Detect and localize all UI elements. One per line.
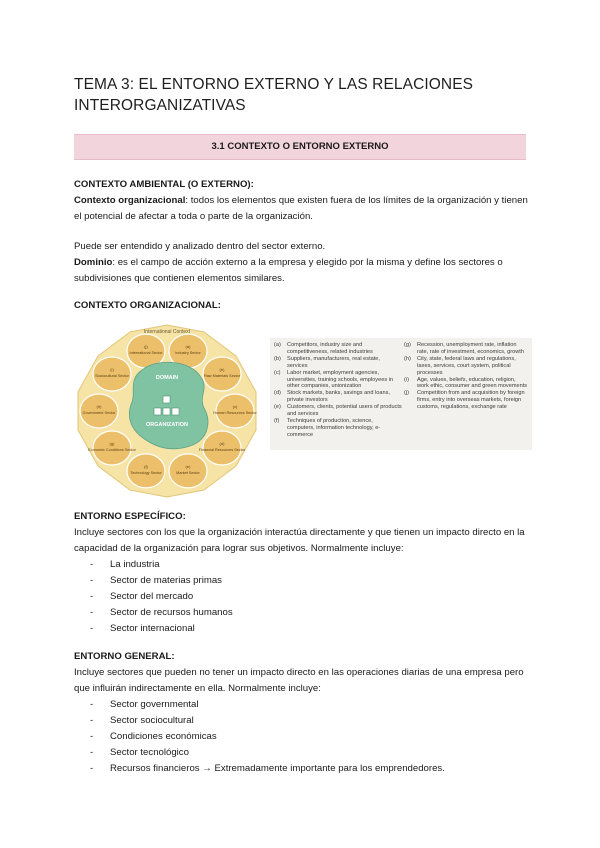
legend-row (404, 390, 528, 411)
definition-text: : todos los elementos que existen fuera de los límites de la organización y tienen el potencial de afectar a toda o parte de la organización. (74, 195, 528, 222)
definition-dominio-text: : es el campo de acción externo a la empresa y elegido por la misma y define los sectores o subdivisiones que contienen elementos similares. (74, 257, 503, 284)
legend-row (274, 404, 402, 418)
legend-row (274, 356, 402, 370)
legend-key: (e) (274, 404, 281, 411)
heading-entorno-especifico: ENTORNO ESPECÍFICO: (74, 511, 186, 522)
legend-column-right (404, 342, 528, 411)
page-title: TEMA 3: EL ENTORNO EXTERNO Y LAS RELACIONES INTERORGANIZATIVAS (74, 76, 474, 114)
legend-key: (i) (404, 376, 409, 383)
list-item-text: Recursos financieros → Extremadamente importante para los emprendedores. (110, 763, 445, 774)
list-item (74, 697, 445, 713)
legend-key: (d) (274, 390, 281, 397)
list-entorno-general (74, 697, 445, 777)
list-item-text: La industria (110, 559, 160, 570)
list-item (74, 761, 445, 777)
sector-key: (h) (96, 404, 102, 409)
list-item (74, 557, 233, 573)
dash-bullet: - (90, 623, 94, 634)
legend-key: (a) (274, 342, 281, 348)
sector-key: (b) (219, 367, 225, 372)
dash-bullet: - (90, 715, 94, 726)
sector-name: Technology Sector (130, 470, 162, 475)
legend-text: Stock markets, banks, savings and loans, private investors (287, 390, 390, 404)
paragraph-entorno-general: Incluye sectores que pueden no tener un impacto directo en las operaciones diarias de una empresa pero que influirán indirectamente en ella. Normalmente incluye: (74, 667, 524, 694)
paragraph-sector-externo: Puede ser entendido y analizado dentro del sector externo. (74, 241, 326, 252)
legend-row (274, 370, 402, 391)
sector-name: Raw Materials Sector (203, 374, 241, 378)
heading-contexto-organizacional: CONTEXTO ORGANIZACIONAL: (74, 300, 221, 311)
sector-key: (f) (144, 463, 148, 469)
legend-text: Techniques of production, science, computers, information technology, e-commerce (287, 417, 381, 438)
legend-key: (j) (404, 390, 409, 397)
sector-key: (e) (185, 463, 191, 469)
environment-wheel-figure (72, 322, 262, 500)
sector-name: Government Sector (82, 411, 116, 415)
legend-row (274, 418, 402, 439)
paragraph-entorno-especifico: Incluye sectores con los que la organización interactúa directamente y que tienen un impacto directo en la capacidad de la organización para lograr sus objetivos. Normalmente incluye: (74, 527, 525, 554)
section-banner: 3.1 CONTEXTO O ENTORNO EXTERNO (74, 134, 526, 160)
list-item-text: Sector governmental (110, 699, 199, 710)
sector-key: (c) (232, 404, 238, 409)
sector-name: Economic Conditions Sector (88, 448, 136, 452)
sector-name: Industry Sector (175, 351, 201, 356)
dash-bullet: - (90, 763, 94, 774)
sector-key: (d) (219, 441, 225, 446)
list-item-text: Sector del mercado (110, 591, 194, 602)
list-entorno-especifico (74, 557, 233, 637)
sector-key: (i) (110, 367, 114, 372)
sector-name: Human Resources Sector (213, 411, 257, 415)
heading-entorno-general: ENTORNO GENERAL: (74, 651, 175, 662)
legend-key: (f) (274, 417, 280, 424)
legend-key: (h) (404, 355, 411, 362)
domain-label: DOMAIN (155, 375, 179, 381)
legend-text: City, state, federal laws and regulations, taxes, services, court system, political processes (417, 355, 516, 376)
list-item (74, 589, 233, 605)
sector-name: International Sector (129, 351, 163, 356)
list-item (74, 713, 445, 729)
sector-key: (g) (109, 441, 115, 446)
definition-contexto-organizacional (74, 193, 530, 225)
sector-key: (a) (185, 344, 191, 350)
list-item (74, 745, 445, 761)
list-item-text: Sector tecnológico (110, 747, 189, 758)
legend-key: (g) (404, 342, 411, 348)
term-contexto-organizacional: Contexto organizacional (74, 195, 186, 206)
legend-text: Labor market, employment agencies, universities, training schools, employees in other companies, unionization (287, 369, 394, 390)
definition-dominio (74, 255, 530, 287)
legend-row (404, 342, 528, 356)
dash-bullet: - (90, 731, 94, 742)
legend-text: Competition from and acquisition by foreign firms, entry into overseas markets, foreign customs, regulations, exchange rate (417, 390, 525, 411)
legend-text: Age, values, beliefs, education, religion, work ethic, consumer and green movements (417, 376, 528, 390)
dash-bullet: - (90, 607, 94, 618)
sector-key: (j) (144, 344, 148, 350)
sector-name: Market Sector (176, 470, 200, 475)
legend-text: Recession, unemployment rate, inflation rate, rate of investment, economics, growth (417, 342, 524, 355)
list-item-text: Sector sociocultural (110, 715, 194, 726)
outer-context-label: International Context (143, 329, 191, 335)
legend-text: Suppliers, manufacturers, real estate, services (287, 355, 380, 369)
heading-contexto-ambiental: CONTEXTO AMBIENTAL (O EXTERNO): (74, 179, 254, 190)
dash-bullet: - (90, 559, 94, 570)
sector-name: Sociocultural Sector (95, 374, 129, 378)
list-item (74, 621, 233, 637)
legend-row (274, 390, 402, 404)
list-item-text: Sector de materias primas (110, 575, 222, 586)
sector-legend (270, 338, 532, 450)
list-item (74, 729, 445, 745)
list-item-text: Condiciones económicas (110, 731, 217, 742)
legend-key: (c) (274, 369, 281, 376)
legend-key: (b) (274, 355, 281, 362)
sector-name: Financial Resources Sector (198, 448, 246, 452)
legend-text: Competitors, industry size and competitiveness, related industries (287, 342, 373, 355)
legend-column-left (274, 342, 402, 439)
legend-row (404, 356, 528, 377)
legend-row (404, 377, 528, 391)
list-item-text: Sector internacional (110, 623, 195, 634)
legend-row (274, 342, 402, 356)
dash-bullet: - (90, 747, 94, 758)
dash-bullet: - (90, 699, 94, 710)
list-item (74, 573, 233, 589)
list-item-text: Sector de recursos humanos (110, 607, 233, 618)
term-dominio: Dominio (74, 257, 113, 268)
dash-bullet: - (90, 575, 94, 586)
legend-text: Customers, clients, potential users of products and services (287, 404, 402, 418)
dash-bullet: - (90, 591, 94, 602)
list-item (74, 605, 233, 621)
organization-label: ORGANIZATION (145, 422, 189, 428)
